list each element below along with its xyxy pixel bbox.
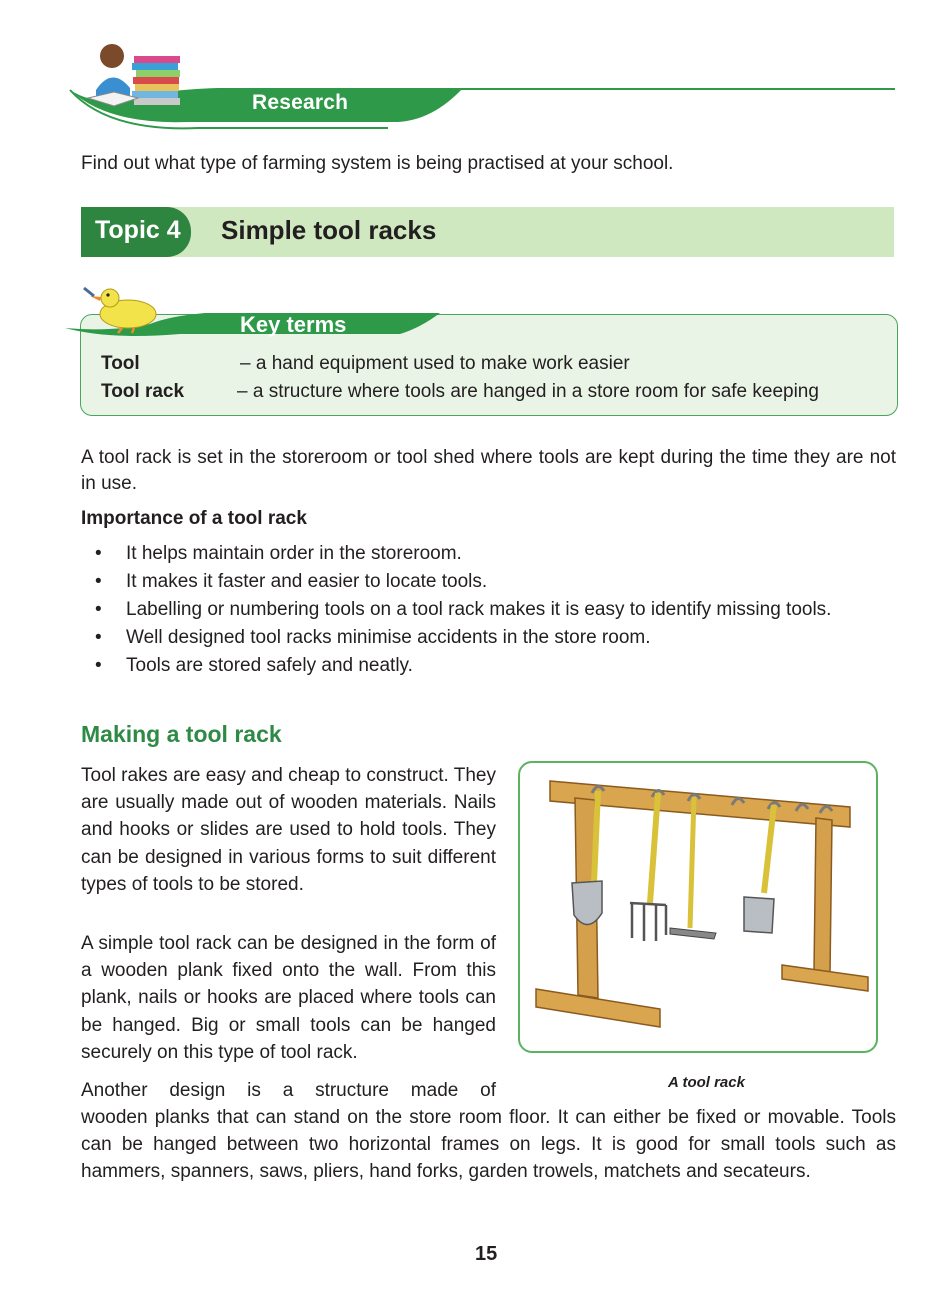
- importance-heading: Importance of a tool rack: [81, 508, 307, 529]
- making-paragraph-1: Tool rakes are easy and cheap to construct. They are usually made out of wooden materials. Nails and hooks or slides are used to hold tools. They can be designed in various forms to suit different types of tools to be stored.: [81, 765, 496, 895]
- key-term-tool: Tool: [101, 353, 140, 374]
- topic-bar: [81, 207, 894, 257]
- tool-rack-figure: [518, 761, 878, 1053]
- list-item: • It makes it faster and easier to locate tools.: [95, 571, 488, 592]
- duck-icon: [82, 284, 162, 334]
- research-text: Find out what type of farming system is being practised at your school.: [81, 153, 674, 174]
- research-title: Research: [252, 91, 349, 114]
- making-paragraph-3-start: Another design is a structure made of: [81, 1080, 496, 1101]
- making-heading: Making a tool rack: [81, 721, 282, 747]
- importance-list: [81, 540, 896, 680]
- list-item: • It helps maintain order in the storeroom.: [95, 543, 462, 564]
- student-reading-icon: [84, 40, 184, 112]
- key-term-tool-definition: – a hand equipment used to make work easier: [240, 353, 630, 374]
- list-item: • Labelling or numbering tools on a tool rack makes it is easy to identify missing tools.: [95, 599, 832, 620]
- making-paragraph-3-rest: wooden planks that can stand on the store room floor. It can either be fixed or movable. Tools can be hanged between two horizontal frames on legs. It is good for small tools such as hammers, spanners, saws, pliers, hand forks, garden trowels, matchets and secateurs.: [81, 1107, 896, 1183]
- list-item: • Tools are stored safely and neatly.: [95, 655, 413, 676]
- key-terms-title: Key terms: [240, 312, 347, 337]
- making-paragraph-2: A simple tool rack can be designed in the form of a wooden plank fixed onto the wall. From this plank, nails or hooks are placed where tools can be hanged. Big or small tools can be hanged securely on this type of tool rack.: [81, 933, 496, 1063]
- topic-title: Simple tool racks: [221, 215, 437, 245]
- topic-label: Topic 4: [95, 216, 181, 244]
- intro-paragraph: A tool rack is set in the storeroom or tool shed where tools are kept during the time they are not in use.: [81, 447, 896, 494]
- figure-caption: A tool rack: [668, 1074, 745, 1091]
- key-term-tool-rack-definition: – a structure where tools are hanged in a store room for safe keeping: [237, 381, 819, 402]
- research-rule: [440, 88, 895, 90]
- key-term-tool-rack: Tool rack: [101, 381, 185, 402]
- page-number: 15: [475, 1243, 498, 1265]
- list-item: • Well designed tool racks minimise accidents in the store room.: [95, 627, 651, 648]
- tool-rack-illustration: [520, 763, 876, 1051]
